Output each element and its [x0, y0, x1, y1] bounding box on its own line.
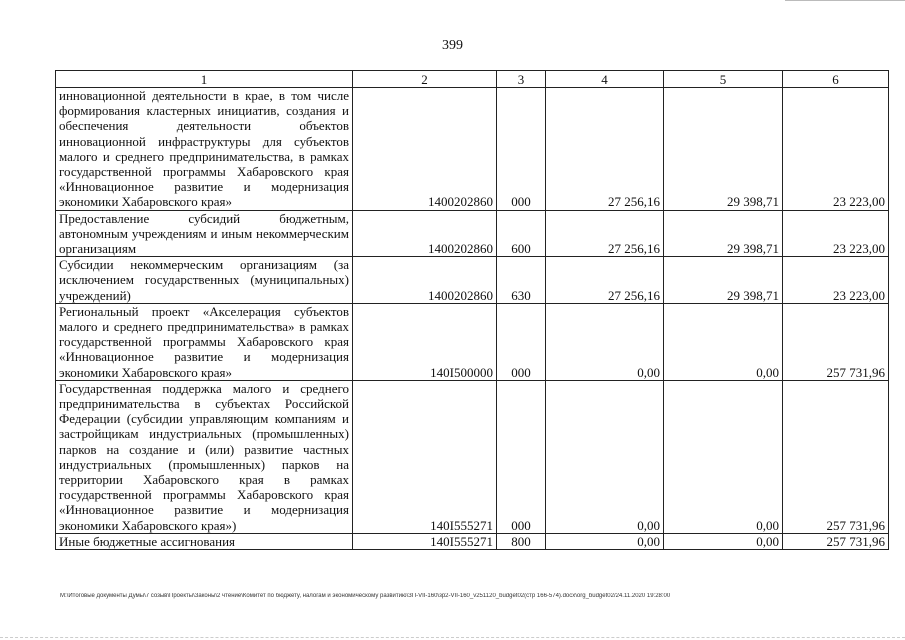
header-cell-1: 1 — [56, 71, 353, 88]
table-header-row — [56, 71, 889, 88]
table-row — [56, 533, 889, 549]
row-amount-3: 257 731,96 — [783, 380, 889, 533]
file-path-footer: M:\Итоговые документы Думы\7 созыв\Проекты\Законы\2 чтение\Комитет по бюджету, налогам и экономическому развитию\ЗП-VII-160\зр2-VII-160_v251120_budget02(стр 166-574).docx\org_budget02/24.11.2020 19:28:00 — [60, 593, 671, 599]
row-name: инновационной деятельности в крае, в том числе формирования кластерных инициатив, создания и обеспечения деятельности объектов инновационной инфраструктуры для субъектов малого и среднего предпринимательства, в рамках государственной программы Хабаровского края «Инновационное развитие и модернизация экономики Хабаровского края» — [56, 88, 353, 211]
row-expense-type: 800 — [497, 533, 546, 549]
page-number: 399 — [442, 38, 463, 53]
row-name: Субсидии некоммерческим организациям (за исключением государственных (муниципальных) учреждений) — [56, 257, 353, 304]
row-expense-type: 000 — [497, 88, 546, 211]
row-target-code: 140I555271 — [353, 533, 497, 549]
header-cell-6: 6 — [783, 71, 889, 88]
table-row — [56, 303, 889, 380]
page-edge-top — [785, 0, 905, 1]
header-cell-4: 4 — [546, 71, 664, 88]
row-amount-1: 0,00 — [546, 533, 664, 549]
budget-table — [55, 70, 889, 550]
row-target-code: 1400202860 — [353, 88, 497, 211]
row-amount-2: 29 398,71 — [664, 88, 783, 211]
row-amount-2: 0,00 — [664, 303, 783, 380]
row-name: Предоставление субсидий бюджетным, автономным учреждениям и иным некоммерческим организациям — [56, 210, 353, 257]
header-cell-2: 2 — [353, 71, 497, 88]
row-target-code: 140I555271 — [353, 380, 497, 533]
table-row — [56, 257, 889, 304]
table-row — [56, 88, 889, 211]
row-expense-type: 630 — [497, 257, 546, 304]
row-target-code: 140I500000 — [353, 303, 497, 380]
row-name: Государственная поддержка малого и среднего предпринимательства в субъектах Российской Федерации (субсидии управляющим компаниям и застройщикам индустриальных (промышленных) парков на создание и (или) развитие частных индустриальных (промышленных) парков на территории Хабаровского края в рамках государственной программы Хабаровского края «Инновационное развитие и модернизация экономики Хабаровского края») — [56, 380, 353, 533]
row-target-code: 1400202860 — [353, 210, 497, 257]
row-target-code: 1400202860 — [353, 257, 497, 304]
row-amount-1: 27 256,16 — [546, 88, 664, 211]
row-amount-2: 29 398,71 — [664, 257, 783, 304]
row-name: Региональный проект «Акселерация субъектов малого и среднего предпринимательства» в рамках государственной программы Хабаровского края «Инновационное развитие и модернизация экономики Хабаровского края» — [56, 303, 353, 380]
row-expense-type: 000 — [497, 380, 546, 533]
page-edge-bottom — [0, 636, 905, 638]
row-amount-1: 27 256,16 — [546, 210, 664, 257]
header-cell-5: 5 — [664, 71, 783, 88]
row-amount-2: 29 398,71 — [664, 210, 783, 257]
row-amount-3: 257 731,96 — [783, 303, 889, 380]
row-name: Иные бюджетные ассигнования — [56, 533, 353, 549]
row-amount-1: 0,00 — [546, 303, 664, 380]
table-row — [56, 210, 889, 257]
row-amount-2: 0,00 — [664, 380, 783, 533]
row-amount-3: 23 223,00 — [783, 88, 889, 211]
row-expense-type: 600 — [497, 210, 546, 257]
row-amount-3: 23 223,00 — [783, 210, 889, 257]
row-amount-3: 257 731,96 — [783, 533, 889, 549]
header-cell-3: 3 — [497, 71, 546, 88]
table-row — [56, 380, 889, 533]
row-amount-1: 0,00 — [546, 380, 664, 533]
row-amount-1: 27 256,16 — [546, 257, 664, 304]
row-amount-3: 23 223,00 — [783, 257, 889, 304]
row-amount-2: 0,00 — [664, 533, 783, 549]
row-expense-type: 000 — [497, 303, 546, 380]
